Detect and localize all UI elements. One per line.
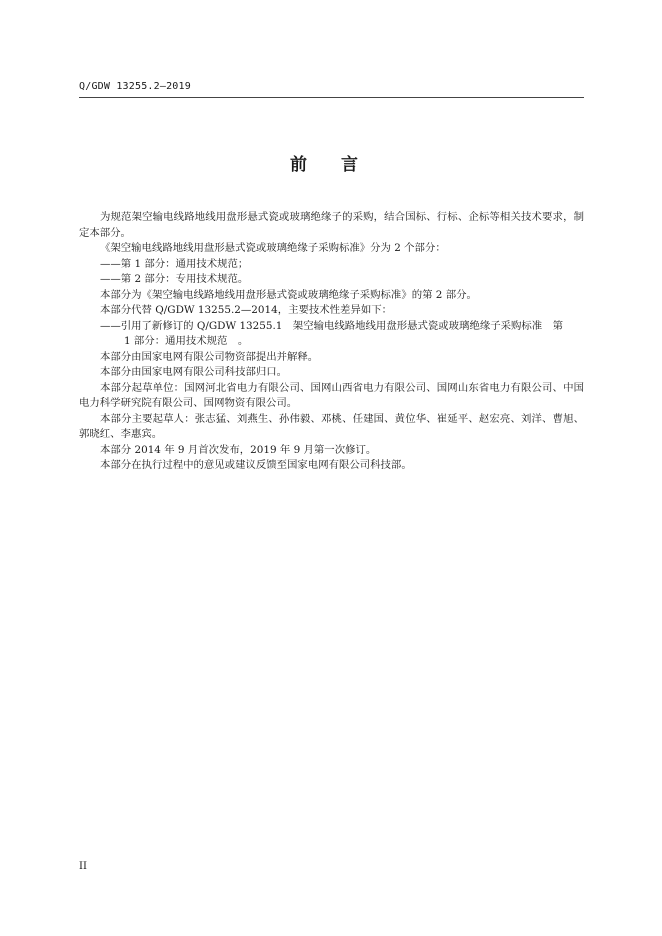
paragraph-feedback: 本部分在执行过程中的意见或建议反馈至国家电网有限公司科技部。 [100, 459, 412, 471]
paragraph-purpose: 为规范架空输电线路地线用盘形悬式瓷或玻璃绝缘子的采购，结合国标、行标、企标等相关技术要求，制定本部分。 [79, 211, 584, 239]
page-number: II [79, 861, 87, 872]
paragraph-drafters: 本部分主要起草人：张志猛、刘燕生、孙伟毅、邓桃、任建国、黄位华、崔延平、赵宏亮、刘洋、曹旭、郭晓红、李惠宾。 [79, 412, 584, 440]
list-item-difference-continued: 1 部分：通用技术规范 。 [124, 335, 249, 347]
paragraph-structure: 《架空输电线路地线用盘形悬式瓷或玻璃绝缘子采购标准》分为 2 个部分： [100, 242, 446, 254]
list-item-part-1: ——第 1 部分：通用技术规范； [100, 257, 249, 270]
paragraph-drafting-units: 本部分起草单位：国网河北省电力有限公司、国网山西省电力有限公司、国网山东省电力有限公司、中国电力科学研究院有限公司、国网物资有限公司。 [79, 381, 584, 409]
foreword-body [79, 210, 584, 474]
paragraph-administered-by: 本部分由国家电网有限公司科技部归口。 [100, 366, 288, 378]
page-title: 前 言 [290, 155, 372, 175]
header-rule [79, 97, 584, 98]
paragraph-release-history: 本部分 2014 年 9 月首次发布，2019 年 9 月第一次修订。 [100, 443, 377, 456]
list-item-part-2: ——第 2 部分：专用技术规范。 [100, 273, 249, 285]
paragraph-this-part: 本部分为《架空输电线路地线用盘形悬式瓷或玻璃绝缘子采购标准》的第 2 部分。 [100, 288, 477, 301]
paragraph-proposed-by: 本部分由国家电网有限公司物资部提出并解释。 [100, 350, 319, 363]
paragraph-replaces: 本部分代替 Q/GDW 13255.2—2014，主要技术性差异如下： [100, 304, 392, 316]
document-code: Q/GDW 13255.2—2019 [79, 81, 191, 92]
list-item-difference: ——引用了新修订的 Q/GDW 13255.1 架空输电线路地线用盘形悬式瓷或玻璃绝缘子采购标准 第 [100, 319, 563, 332]
